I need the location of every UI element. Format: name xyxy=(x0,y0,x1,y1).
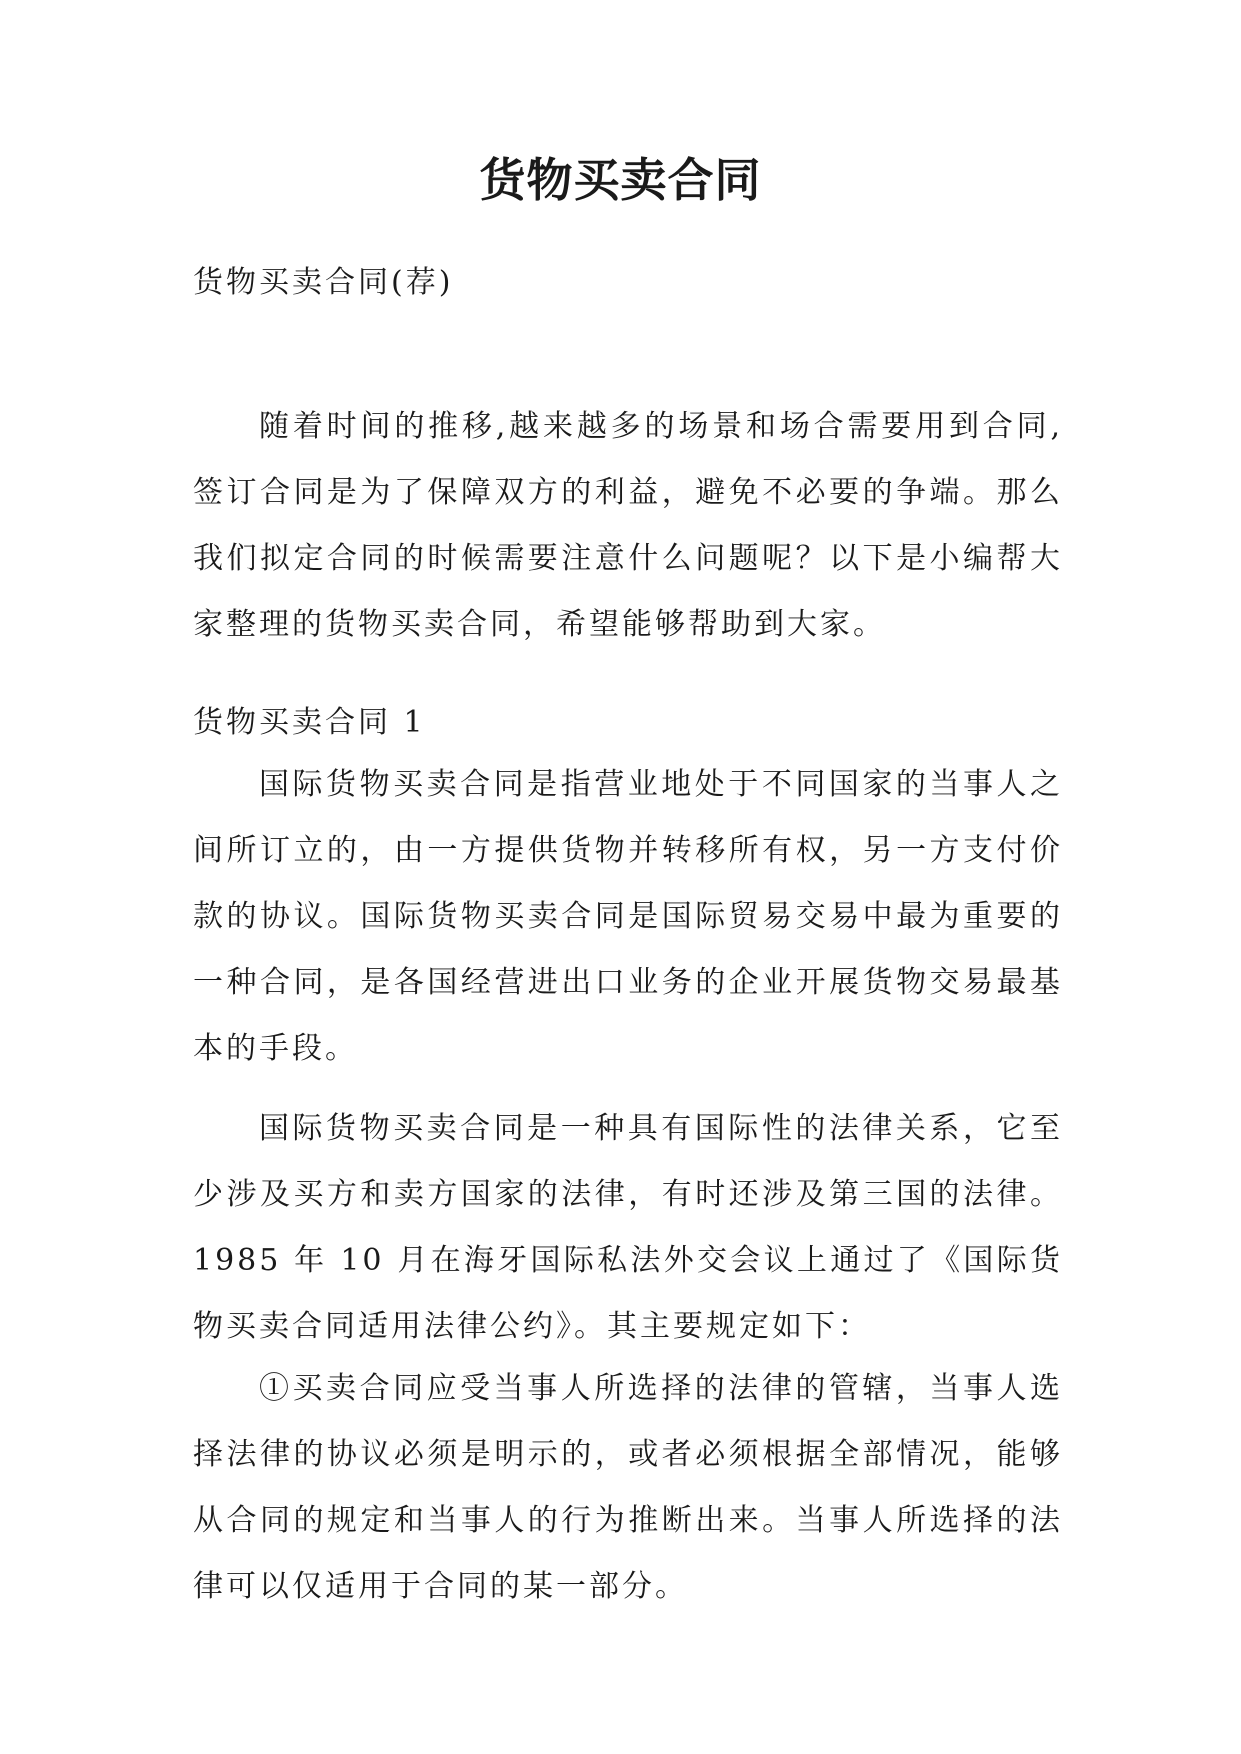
section-paragraph-1: 国际货物买卖合同是指营业地处于不同国家的当事人之间所订立的，由一方提供货物并转移所有权，另一方支付价款的协议。国际货物买卖合同是国际贸易交易中最为重要的一种合同，是各国经营进出口业务的企业开展货物交易最基本的手段。 xyxy=(193,767,1063,1066)
document-subtitle: 货物买卖合同(荐) xyxy=(193,265,454,300)
document-title: 货物买卖合同 xyxy=(479,153,762,207)
intro-paragraph: 随着时间的推移,越来越多的场景和场合需要用到合同,签订合同是为了保障双方的利益，避免不必要的争端。那么我们拟定合同的时候需要注意什么问题呢？以下是小编帮大家整理的货物买卖合同，希望能够帮助到大家。 xyxy=(193,409,1063,642)
section-paragraph-2: 国际货物买卖合同是一种具有国际性的法律关系，它至少涉及买方和卖方国家的法律，有时还涉及第三国的法律。1985 年 10 月在海牙国际私法外交会议上通过了《国际货物买卖合同适用法律公约》。其主要规定如下： xyxy=(193,1111,1063,1344)
section-heading: 货物买卖合同 1 xyxy=(193,705,426,740)
section-paragraph-3: ①买卖合同应受当事人所选择的法律的管辖，当事人选择法律的协议必须是明示的，或者必须根据全部情况，能够从合同的规定和当事人的行为推断出来。当事人所选择的法律可以仅适用于合同的某一部分。 xyxy=(193,1371,1063,1604)
